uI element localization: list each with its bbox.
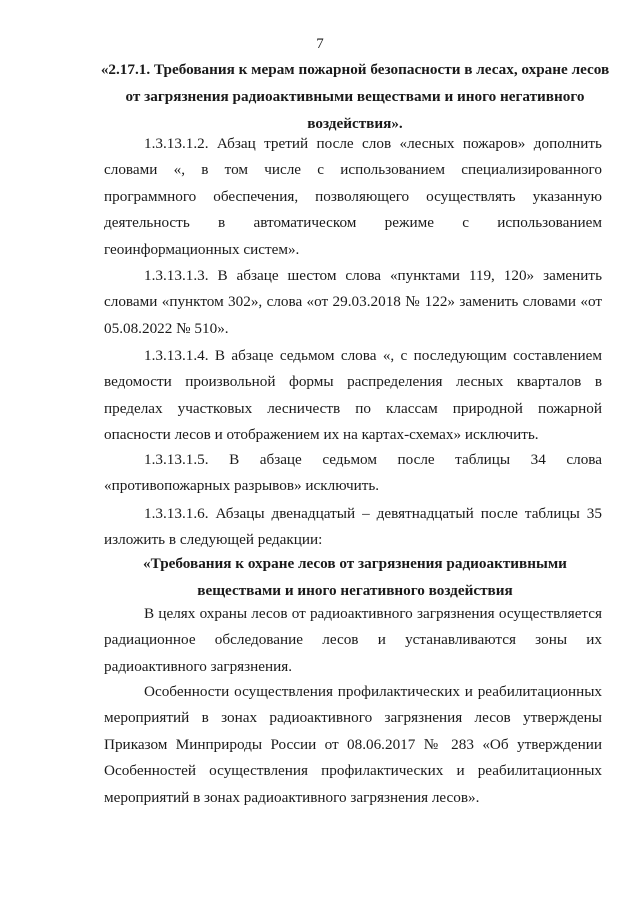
- section-heading-fire-safety: «2.17.1. Требования к мерам пожарной безопасности в лесах, охране лесов от загрязнения радиоактивными веществами и иного негативного воздействия».: [100, 61, 610, 132]
- paragraph-1-3-13-1-5: 1.3.13.1.5. В абзаце седьмом после таблицы 34 слова «противопожарных разрывов» исключить.: [104, 451, 602, 495]
- paragraph-1-3-13-1-3: 1.3.13.1.3. В абзаце шестом слова «пунктами 119, 120» заменить словами «пунктом 302», слова «от 29.03.2018 № 122» заменить словами «от 05.08.2022 № 510».: [104, 267, 602, 337]
- paragraph-1-3-13-1-2: 1.3.13.1.2. Абзац третий после слов «лесных пожаров» дополнить словами «, в том числе с использованием специализированного программного обеспечения, позволяющего осуществлять указанную деятельность в автоматическом режиме с использованием геоинформационных систем».: [104, 135, 602, 258]
- paragraph-1-3-13-1-4: 1.3.13.1.4. В абзаце седьмом слова «, с последующим составлением ведомости произвольной формы распределения лесных кварталов в пределах участковых лесничеств по классам природной пожарной опасности лесов и отображением их на картах-схемах» исключить.: [104, 347, 602, 444]
- paragraph-rehabilitation-measures: Особенности осуществления профилактических и реабилитационных мероприятий в зонах радиоактивного загрязнения лесов утверждены Приказом Минприроды России от 08.06.2017 № 283 «Об утверждении Особенностей осуществления профилактических и реабилитационных мероприятий в зонах радиоактивного загрязнения лесов».: [104, 683, 602, 806]
- paragraph-1-3-13-1-6: 1.3.13.1.6. Абзацы двенадцатый – девятнадцатый после таблицы 35 изложить в следующей редакции:: [104, 505, 602, 549]
- paragraph-radiation-survey: В целях охраны лесов от радиоактивного загрязнения осуществляется радиационное обследование лесов и устанавливаются зоны их радиоактивного загрязнения.: [104, 605, 602, 675]
- page-number: 7: [316, 36, 324, 52]
- quoted-heading-radioactive: «Требования к охране лесов от загрязнения радиоактивными веществами и иного негативного воздействия: [143, 555, 567, 599]
